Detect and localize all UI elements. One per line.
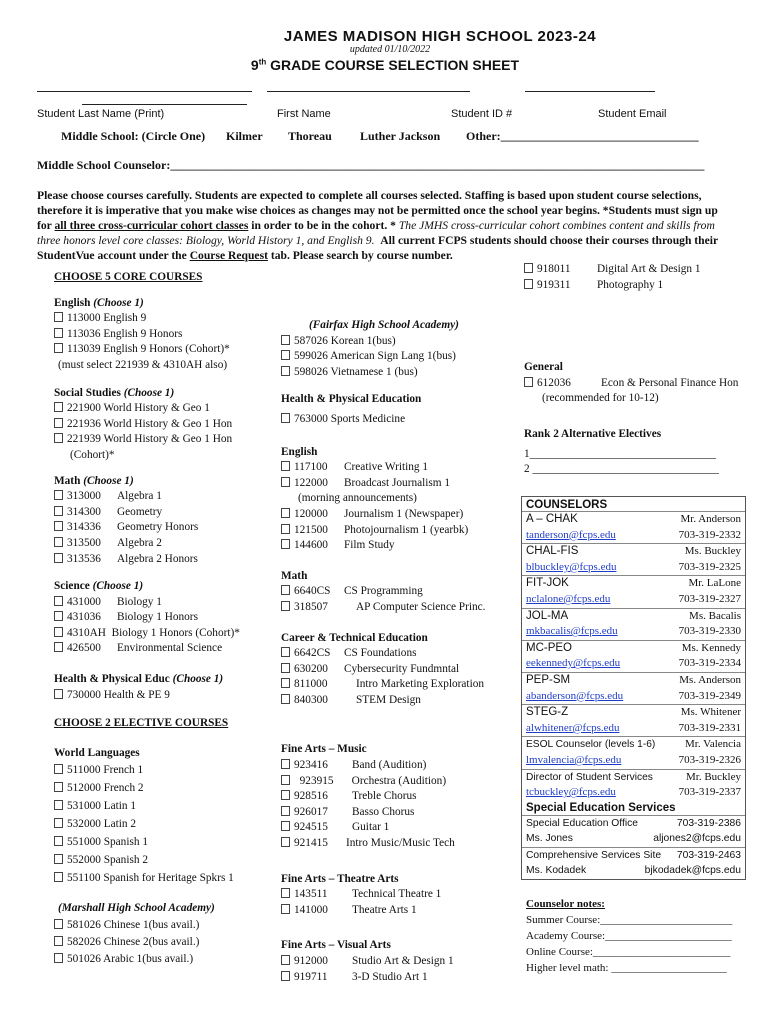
course-item[interactable]: 919311 Photography 1 bbox=[524, 278, 754, 294]
checkbox-icon[interactable] bbox=[281, 678, 290, 688]
checkbox-icon[interactable] bbox=[54, 953, 63, 963]
course-item[interactable]: 431036 Biology 1 Honors bbox=[54, 610, 279, 626]
course-item[interactable]: 926017 Basso Chorus bbox=[281, 805, 516, 821]
subtitle-text: GRADE COURSE SELECTION SHEET bbox=[270, 57, 520, 73]
checkbox-icon[interactable] bbox=[54, 836, 63, 846]
counselor-row bbox=[522, 641, 745, 657]
checkbox-icon[interactable] bbox=[54, 433, 63, 443]
checkbox-icon[interactable] bbox=[54, 596, 63, 606]
counselor-name: Ms. Bacalis bbox=[689, 609, 741, 622]
counselor-name: Mr. LaLone bbox=[688, 577, 741, 590]
email-line[interactable] bbox=[525, 91, 655, 92]
course-item[interactable]: 512000 French 2 bbox=[54, 779, 279, 797]
course-item[interactable]: 6640CS CS Programming bbox=[281, 584, 516, 600]
instructions-p2u2: Course Request bbox=[189, 249, 268, 262]
counselor-group bbox=[522, 737, 745, 769]
counselor-email-link[interactable]: mkbacalis@fcps.edu bbox=[526, 625, 618, 638]
checkbox-icon[interactable] bbox=[281, 759, 290, 769]
counselor-range: STEG-Z bbox=[526, 706, 569, 719]
last-name-label: Student Last Name (Print) bbox=[37, 108, 165, 120]
course-item[interactable]: 532000 Latin 2 bbox=[54, 815, 279, 833]
counselor-range: A – CHAK bbox=[526, 513, 578, 525]
general-note: (recommended for 10-12) bbox=[542, 392, 659, 405]
course-item[interactable]: 587026 Korean 1(bus) bbox=[281, 334, 516, 350]
counselor-row bbox=[522, 544, 745, 560]
middle-column bbox=[281, 318, 516, 985]
social-heading: Social Studies bbox=[54, 386, 121, 399]
marshall-heading: (Marshall High School Academy) bbox=[58, 902, 215, 915]
course-item[interactable]: 120000 Journalism 1 (Newspaper) bbox=[281, 507, 516, 523]
grade-sup: th bbox=[258, 57, 267, 67]
checkbox-icon[interactable] bbox=[54, 818, 63, 828]
checkbox-icon[interactable] bbox=[281, 904, 290, 914]
course-item[interactable]: 598026 Vietnamese 1 (bus) bbox=[281, 365, 516, 381]
science-heading: Science bbox=[54, 580, 90, 593]
checkbox-icon[interactable] bbox=[54, 402, 63, 412]
hpe-heading: Health & Physical Education bbox=[281, 393, 422, 406]
checkbox-icon[interactable] bbox=[524, 279, 533, 289]
course-item[interactable]: 912000 Studio Art & Design 1 bbox=[281, 954, 516, 970]
instructions-p2c: All current FCPS students should choose their courses through their StudentVue account under the bbox=[37, 234, 718, 262]
course-item[interactable]: 221939 World History & Geo 1 Hon bbox=[54, 432, 279, 448]
course-item[interactable]: 122000 Broadcast Journalism 1 bbox=[281, 476, 516, 492]
checkbox-icon[interactable] bbox=[54, 689, 63, 699]
counselor-phone: 703-319-2334 bbox=[678, 657, 741, 670]
instructions-p2d: tab. Please search by course number. bbox=[267, 249, 453, 262]
notes-line-summer[interactable]: Summer Course:________________________ bbox=[526, 914, 733, 926]
ms-option-thoreau[interactable]: Thoreau bbox=[288, 129, 332, 143]
counselor-email-link[interactable]: tcbuckley@fcps.edu bbox=[526, 786, 616, 799]
rank-field-1[interactable]: 1_________________________________ bbox=[524, 447, 717, 460]
counselor-contact-row bbox=[522, 624, 745, 640]
course-item[interactable]: 581026 Chinese 1(bus avail.) bbox=[54, 917, 279, 934]
course-item[interactable]: 928516 Treble Chorus bbox=[281, 789, 516, 805]
social-note: (Cohort)* bbox=[70, 448, 115, 461]
ms-option-luther-jackson[interactable]: Luther Jackson bbox=[360, 129, 441, 143]
counselor-range: PEP-SM bbox=[526, 673, 571, 686]
checkbox-icon[interactable] bbox=[281, 413, 290, 423]
counselor-range: Director of Student Services bbox=[526, 771, 653, 783]
course-item[interactable]: 143511 Technical Theatre 1 bbox=[281, 887, 516, 903]
counselor-range: FIT-JOK bbox=[526, 577, 569, 590]
checkbox-icon[interactable] bbox=[54, 312, 63, 322]
counselor-row bbox=[522, 737, 745, 753]
checkbox-icon[interactable] bbox=[54, 642, 63, 652]
math-heading: Math bbox=[54, 474, 81, 487]
checkbox-icon[interactable] bbox=[281, 694, 290, 704]
cte-heading: Career & Technical Education bbox=[281, 631, 428, 644]
ms-option-other[interactable]: Other:_________________________________ bbox=[466, 129, 699, 143]
general-heading: General bbox=[524, 361, 563, 374]
counselor-group bbox=[522, 641, 745, 673]
counselor-email-link[interactable]: lmvalencia@fcps.edu bbox=[526, 753, 622, 766]
course-item[interactable]: 612036 Econ & Personal Finance Hon bbox=[524, 376, 754, 392]
checkbox-icon[interactable] bbox=[54, 418, 63, 428]
sped-contact-row: Ms. Jones aljones2@fcps.edu bbox=[526, 833, 741, 845]
counselor-email-link[interactable]: eekennedy@fcps.edu bbox=[526, 657, 621, 670]
checkbox-icon[interactable] bbox=[54, 521, 63, 531]
counselor-phone: 703-319-2349 bbox=[678, 689, 741, 702]
fairfax-heading: (Fairfax High School Academy) bbox=[309, 319, 459, 331]
rank-field-2[interactable]: 2 _________________________________ bbox=[524, 463, 719, 476]
english-choose: (Choose 1) bbox=[93, 296, 144, 309]
course-item[interactable]: 426500 Environmental Science bbox=[54, 641, 279, 657]
counselor-group bbox=[522, 673, 745, 705]
rank-heading: Rank 2 Alternative Electives bbox=[524, 427, 662, 440]
checkbox-icon[interactable] bbox=[54, 872, 63, 882]
course-item[interactable]: 113036 English 9 Honors bbox=[54, 327, 279, 343]
counselor-group bbox=[522, 609, 745, 641]
counselor-notes bbox=[526, 896, 732, 976]
course-item[interactable]: 313000 Algebra 1 bbox=[54, 489, 279, 505]
social-choose: (Choose 1) bbox=[123, 386, 175, 399]
notes-heading: Counselor notes: bbox=[526, 898, 605, 910]
science-choose: (Choose 1) bbox=[92, 580, 144, 593]
checkbox-icon[interactable] bbox=[54, 854, 63, 864]
counselor-list bbox=[522, 512, 745, 801]
updated-date: updated 01/10/2022 bbox=[349, 44, 431, 55]
course-item[interactable]: 531000 Latin 1 bbox=[54, 797, 279, 815]
checkbox-icon[interactable] bbox=[54, 506, 63, 516]
counselor-email-link[interactable]: tanderson@fcps.edu bbox=[526, 528, 616, 541]
checkbox-icon[interactable] bbox=[524, 263, 533, 273]
english-elective-heading: English bbox=[281, 445, 318, 458]
counselor-range: ESOL Counselor (levels 1-6) bbox=[526, 739, 656, 751]
course-item[interactable]: 431000 Biology 1 bbox=[54, 595, 279, 611]
course-item[interactable]: 4310AH Biology 1 Honors (Cohort)* bbox=[54, 626, 279, 642]
course-item[interactable]: 221936 World History & Geo 1 Hon bbox=[54, 417, 279, 433]
course-item[interactable]: 923416 Band (Audition) bbox=[281, 758, 516, 774]
counselor-name: Ms. Anderson bbox=[679, 673, 741, 686]
pe-heading: Health & Physical Educ bbox=[54, 673, 170, 686]
last-name-line[interactable] bbox=[37, 91, 252, 92]
course-item[interactable]: 923915 Orchestra (Audition) bbox=[281, 774, 516, 790]
checkbox-icon[interactable] bbox=[281, 821, 290, 831]
course-item[interactable]: 501026 Arabic 1(bus avail.) bbox=[54, 951, 279, 968]
theatre-heading: Fine Arts – Theatre Arts bbox=[281, 872, 399, 885]
checkbox-icon[interactable] bbox=[54, 537, 63, 547]
course-item[interactable]: 113039 English 9 Honors (Cohort)* bbox=[54, 342, 279, 358]
counselor-phone: 703-319-2326 bbox=[678, 753, 741, 766]
course-item[interactable]: 318507 AP Computer Science Princ. bbox=[281, 600, 516, 616]
counselor-contact-row bbox=[522, 592, 745, 608]
counselor-phone: 703-319-2327 bbox=[678, 592, 741, 605]
counselor-group bbox=[522, 544, 745, 576]
notes-line-math[interactable]: Higher level math: _____________________ bbox=[526, 962, 727, 974]
course-item[interactable]: 630200 Cybersecurity Fundmntal bbox=[281, 662, 516, 678]
checkbox-icon[interactable] bbox=[54, 627, 63, 637]
course-item[interactable]: 314336 Geometry Honors bbox=[54, 520, 279, 536]
counselor-row bbox=[522, 576, 745, 592]
counselor-contact-row bbox=[522, 721, 745, 737]
course-item[interactable]: 141000 Theatre Arts 1 bbox=[281, 903, 516, 919]
checkbox-icon[interactable] bbox=[54, 800, 63, 810]
sped-heading: Special Education Services bbox=[522, 801, 745, 816]
first-name-label: First Name bbox=[277, 108, 331, 120]
sped-group bbox=[522, 816, 745, 848]
checkbox-icon[interactable] bbox=[54, 936, 63, 946]
instructions-p2b: in order to be in the cohort. * bbox=[248, 219, 399, 232]
ms-option-kilmer[interactable]: Kilmer bbox=[226, 129, 263, 143]
counselor-row bbox=[522, 770, 745, 786]
counselor-phone: 703-319-2337 bbox=[678, 786, 741, 799]
checkbox-icon[interactable] bbox=[281, 477, 290, 487]
checkbox-icon[interactable] bbox=[54, 919, 63, 929]
checkbox-icon[interactable] bbox=[54, 343, 63, 353]
course-item[interactable]: 921415 Intro Music/Music Tech bbox=[281, 836, 516, 852]
course-item[interactable]: 811000 Intro Marketing Exploration bbox=[281, 677, 516, 693]
broadcast-note: (morning announcements) bbox=[298, 492, 417, 505]
counselor-email-link[interactable]: blbuckley@fcps.edu bbox=[526, 560, 617, 573]
middle-school-label: Middle School: (Circle One) bbox=[61, 129, 206, 143]
counselor-phone: 703-319-2330 bbox=[678, 625, 741, 638]
right-column bbox=[524, 262, 754, 478]
course-item[interactable]: 113000 English 9 bbox=[54, 311, 279, 327]
english-note: (must select 221939 & 4310AH also) bbox=[58, 358, 228, 371]
counselor-phone: 703-319-2332 bbox=[678, 528, 741, 541]
instructions-p2i: The JMHS cross-curricular cohort combines content and skills from three honors level core classes: Biology, World History 1, and English 9. bbox=[37, 219, 715, 247]
checkbox-icon[interactable] bbox=[281, 955, 290, 965]
course-item[interactable]: 144600 Film Study bbox=[281, 538, 516, 554]
counselor-group bbox=[522, 770, 745, 801]
checkbox-icon[interactable] bbox=[281, 806, 290, 816]
checkbox-icon[interactable] bbox=[281, 647, 290, 657]
counselor-phone: 703-319-2325 bbox=[678, 560, 741, 573]
checkbox-icon[interactable] bbox=[54, 490, 63, 500]
counselor-phone: 703-319-2331 bbox=[678, 721, 741, 734]
checkbox-icon[interactable] bbox=[281, 335, 290, 345]
counselor-group bbox=[522, 576, 745, 608]
english-heading: English bbox=[54, 296, 91, 309]
counselors-heading: COUNSELORS bbox=[522, 497, 745, 512]
notes-line-online[interactable]: Online Course:_________________________ bbox=[526, 946, 731, 958]
course-item[interactable]: 763000 Sports Medicine bbox=[281, 412, 516, 428]
visual-heading: Fine Arts – Visual Arts bbox=[281, 939, 391, 952]
course-item[interactable]: 221900 World History & Geo 1 bbox=[54, 401, 279, 417]
checkbox-icon[interactable] bbox=[281, 585, 290, 595]
page-subtitle bbox=[0, 57, 770, 73]
first-name-line[interactable] bbox=[267, 91, 470, 92]
checkbox-icon[interactable] bbox=[281, 539, 290, 549]
course-item[interactable]: 582026 Chinese 2(bus avail.) bbox=[54, 934, 279, 951]
counselor-contact-row bbox=[522, 528, 745, 544]
checkbox-icon[interactable] bbox=[281, 524, 290, 534]
checkbox-icon[interactable] bbox=[281, 350, 290, 360]
course-item[interactable]: 117100 Creative Writing 1 bbox=[281, 460, 516, 476]
course-item[interactable]: 121500 Photojournalism 1 (yearbk) bbox=[281, 523, 516, 539]
instructions-p2u: all three cross-curricular cohort classes bbox=[54, 219, 249, 232]
counselor-row bbox=[522, 673, 745, 689]
music-heading: Fine Arts – Music bbox=[281, 743, 367, 756]
counselor-row bbox=[522, 705, 745, 721]
counselor-contact-row bbox=[522, 753, 745, 769]
counselor-name: Mr. Valencia bbox=[684, 738, 741, 751]
checkbox-icon[interactable] bbox=[281, 837, 290, 847]
checkbox-icon[interactable] bbox=[281, 663, 290, 673]
checkbox-icon[interactable] bbox=[524, 377, 533, 387]
pe-choose: (Choose 1) bbox=[172, 673, 224, 686]
counselor-contact-row bbox=[522, 689, 745, 705]
checkbox-icon[interactable] bbox=[281, 971, 290, 981]
elective-heading: CHOOSE 2 ELECTIVE COURSES bbox=[54, 717, 229, 730]
instructions bbox=[37, 188, 727, 263]
course-item[interactable]: 552000 Spanish 2 bbox=[54, 851, 279, 869]
course-item[interactable]: 730000 Health & PE 9 bbox=[54, 688, 279, 704]
comp-group bbox=[522, 848, 745, 879]
counselor-group bbox=[522, 512, 745, 544]
last-name-underline bbox=[82, 104, 247, 105]
course-item[interactable]: 313500 Algebra 2 bbox=[54, 536, 279, 552]
course-item[interactable]: 919711 3-D Studio Art 1 bbox=[281, 970, 516, 986]
course-item[interactable]: 551000 Spanish 1 bbox=[54, 833, 279, 851]
counselor-row bbox=[522, 609, 745, 625]
course-item[interactable]: 599026 American Sign Lang 1(bus) bbox=[281, 349, 516, 365]
math-elective-heading: Math bbox=[281, 569, 308, 582]
student-id-label: Student ID # bbox=[451, 108, 513, 120]
checkbox-icon[interactable] bbox=[54, 328, 63, 338]
checkbox-icon[interactable] bbox=[54, 611, 63, 621]
instructions-p2a: *Students must sign up for bbox=[37, 204, 718, 232]
checkbox-icon[interactable] bbox=[54, 764, 63, 774]
grade-number: 9 bbox=[250, 57, 259, 73]
sped-office-row: Special Education Office 703-319-2386 bbox=[526, 817, 741, 829]
counselor-email-link[interactable]: alwhitener@fcps.edu bbox=[526, 721, 620, 734]
course-item[interactable]: 314300 Geometry bbox=[54, 505, 279, 521]
checkbox-icon[interactable] bbox=[54, 782, 63, 792]
counselor-contact-row bbox=[522, 785, 745, 801]
counselor-name: Ms. Kennedy bbox=[681, 641, 741, 654]
counselor-contact-row bbox=[522, 656, 745, 672]
course-item[interactable]: 511000 French 1 bbox=[54, 761, 279, 779]
counselor-name: Mr. Anderson bbox=[680, 513, 741, 525]
course-item[interactable]: 6642CS CS Foundations bbox=[281, 646, 516, 662]
counselor-range: MC-PEO bbox=[526, 641, 572, 654]
course-item[interactable]: 924515 Guitar 1 bbox=[281, 820, 516, 836]
lang-heading: World Languages bbox=[54, 746, 140, 759]
counselor-name: Ms. Buckley bbox=[684, 545, 741, 558]
course-item[interactable]: 313536 Algebra 2 Honors bbox=[54, 552, 279, 568]
core-heading: CHOOSE 5 CORE COURSES bbox=[54, 271, 203, 283]
course-item[interactable]: 918011 Digital Art & Design 1 bbox=[524, 262, 754, 278]
counselor-name: Ms. Whitener bbox=[680, 706, 741, 719]
checkbox-icon[interactable] bbox=[54, 553, 63, 563]
counselor-range: CHAL-FIS bbox=[526, 545, 579, 558]
counselor-email-link[interactable]: nclalone@fcps.edu bbox=[526, 592, 611, 605]
comp-contact-row: Ms. Kodadek bjkodadek@fcps.edu bbox=[526, 865, 741, 877]
student-email-label: Student Email bbox=[598, 108, 667, 120]
counselors-box bbox=[521, 496, 746, 880]
checkbox-icon[interactable] bbox=[281, 888, 290, 898]
checkbox-icon[interactable] bbox=[281, 790, 290, 800]
checkbox-icon[interactable] bbox=[281, 508, 290, 518]
left-column bbox=[54, 270, 279, 968]
counselor-email-link[interactable]: abanderson@fcps.edu bbox=[526, 689, 624, 702]
counselor-contact-row bbox=[522, 560, 745, 576]
counselor-name: Mr. Buckley bbox=[686, 770, 741, 783]
course-item[interactable]: 840300 STEM Design bbox=[281, 693, 516, 709]
instructions-p1: Please choose courses carefully. Students are expected to complete all courses selected. Staffing is based upon student course selections, therefore it is imperative that you make wise choices as changes may not be permitted once the school year begins. bbox=[37, 189, 702, 217]
checkbox-icon[interactable] bbox=[281, 461, 290, 471]
counselor-group bbox=[522, 705, 745, 737]
notes-line-academy[interactable]: Academy Course:_______________________ bbox=[526, 930, 732, 942]
math-choose: (Choose 1) bbox=[83, 474, 134, 487]
counselor-range: JOL-MA bbox=[526, 609, 569, 622]
course-item[interactable]: 551100 Spanish for Heritage Spkrs 1 bbox=[54, 869, 279, 887]
checkbox-icon[interactable] bbox=[281, 601, 290, 611]
checkbox-icon[interactable] bbox=[281, 366, 290, 376]
page-title: JAMES MADISON HIGH SCHOOL 2023-24 bbox=[283, 28, 597, 45]
checkbox-icon[interactable] bbox=[281, 775, 290, 785]
comp-site-row: Comprehensive Services Site 703-319-2463 bbox=[526, 849, 741, 861]
ms-counselor-field[interactable]: Middle School Counselor:_________________________________________________________________________________________ bbox=[37, 158, 705, 172]
counselor-row bbox=[522, 512, 745, 528]
